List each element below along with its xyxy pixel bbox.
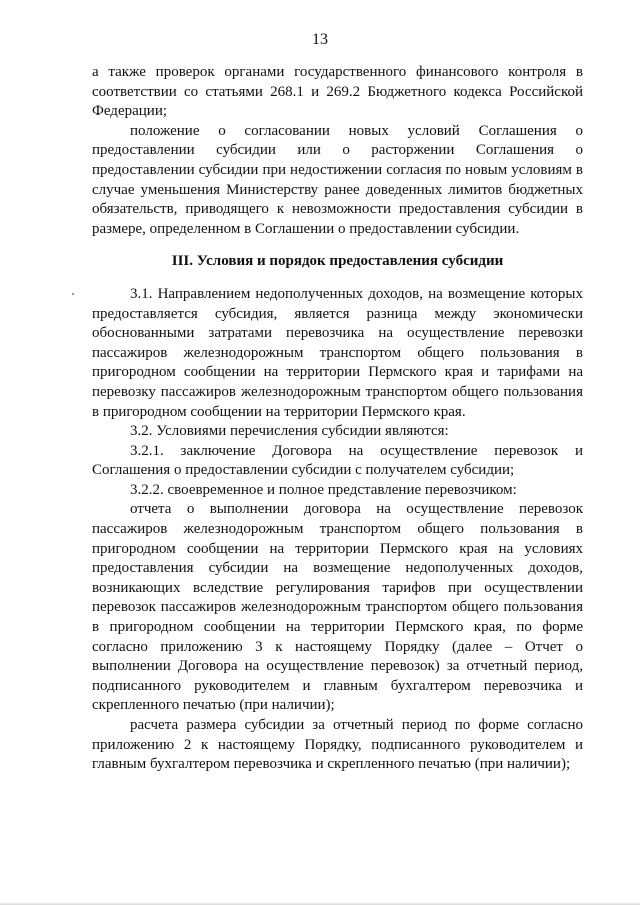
paragraph-3-2-2: 3.2.2. своевременное и полное представление перевозчиком:	[130, 481, 517, 498]
paragraph-agreement-conditions: положение о согласовании новых условий Соглашения о предоставлении субсидии или о расторжении Соглашения о предоставлении субсидии при недостижении согласия по новым условиям в случае уменьшения Министерству ранее доведенных лимитов бюджетных обязательств, приводящего к невозможности предоставления субсидии в размере, определенном в Соглашении о предоставлении субсидии.	[92, 122, 583, 237]
scan-artifact-dot	[72, 293, 74, 295]
paragraph-calculation-requirement: расчета размера субсидии за отчетный период по форме согласно приложению 2 к настоящему Порядку, подписанного руководителем и главным бухгалтером перевозчика и скрепленного печатью (при наличии);	[92, 717, 583, 773]
section-heading: III. Условия и порядок предоставления субсидии	[171, 253, 504, 270]
document-body	[92, 63, 583, 775]
paragraph-3-1: 3.1. Направлением недополученных доходов, на возмещение которых предоставляется субсидия, является разница между экономически обоснованными затратами перевозчика на осуществление перевозки пассажиров железнодорожным транспортом общего пользования в пригородном сообщении на территории Пермского края и тарифами на перевозку пассажиров железнодорожным транспортом общего пользования в пригородном сообщении на территории Пермского края.	[92, 285, 583, 420]
paragraph-report-requirement: отчета о выполнении договора на осуществление перевозок пассажиров железнодорожным транспортом общего пользования в пригородном сообщении на территории Пермского края на условиях предоставления субсидии на возмещение недополученных доходов, возникающих вследствие регулирования тарифов при осуществлении перевозок пассажиров железнодорожным транспортом общего пользования в пригородном сообщении на территории Пермского края, по форме согласно приложению 3 к настоящему Порядку (далее – Отчет о выполнении Договора на осуществление перевозок) за отчетный период, подписанного руководителем и главным бухгалтером перевозчика и скрепленного печатью (при наличии);	[92, 501, 583, 714]
paragraph-audit-clause: а также проверок органами государственного финансового контроля в соответствии со статьями 268.1 и 269.2 Бюджетного кодекса Российской Федерации;	[92, 64, 583, 120]
paragraph-3-2: 3.2. Условиями перечисления субсидии являются:	[130, 423, 449, 440]
page-number: 13	[312, 31, 328, 48]
paragraph-3-2-1: 3.2.1. заключение Договора на осуществление перевозок и Соглашения о предоставлении субсидии с получателем субсидии;	[92, 442, 583, 479]
